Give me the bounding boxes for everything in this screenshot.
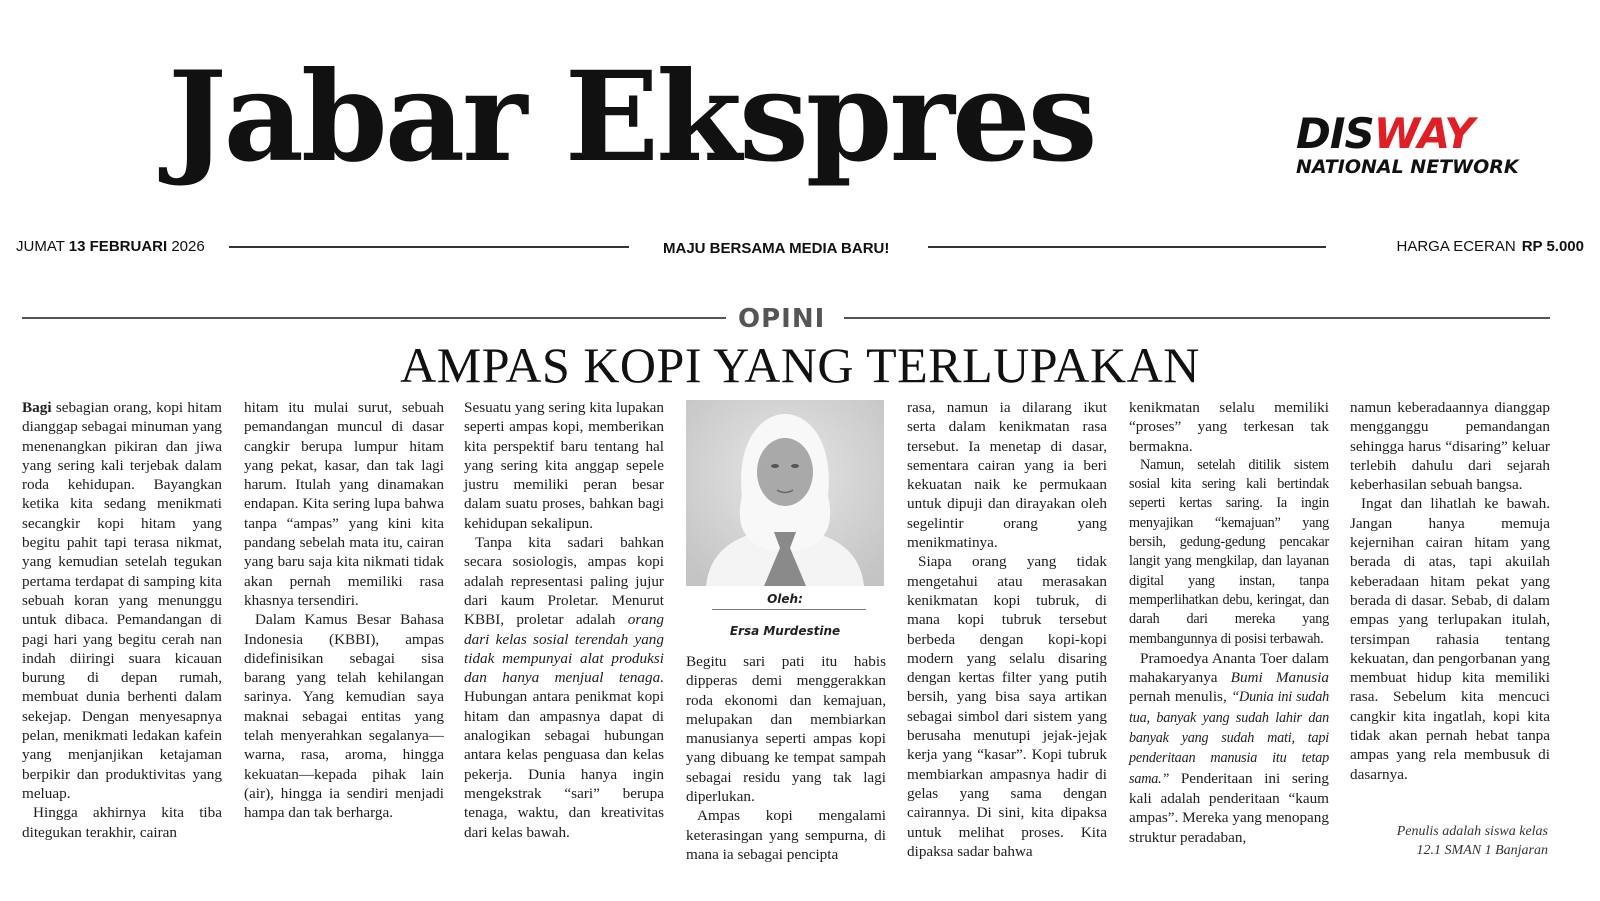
slogan: MAJU BERSAMA MEDIA BARU! [663,240,890,257]
paragraph: Namun, setelah ditilik sistem sosial kita sering kali bertindak seperti kertas saring. Ia ingin menyajikan “kemajuan” yang bersih, gedung-gedung pencakar langit yang mengkilap, dan layanan digital yang instan, tanpa memperlihatkan debu, keringat, dan darah dari mereka yang membangunnya di posisi terbawah. [1129,456,1329,647]
paragraph [22,398,222,803]
section-label: OPINI [738,304,826,334]
disway-logo [1296,109,1536,178]
kbbi-definition: orang dari kelas sosial terendah yang tidak mempunyai alat produksi dan hanya menjual tenaga. [464,611,665,687]
paragraph [1129,649,1329,847]
article-column-4 [686,652,886,864]
price-label: HARGA ECERAN [1396,238,1516,255]
book-title: Bumi Manusia [1230,669,1330,687]
article-column-3 [464,398,664,842]
paragraph: hitam itu mulai surut, sebuah pemandangan muncul di dasar cangkir berupa lumpur hitam yang pekat, kasar, dan tak lagi harum. Itulah yang dinamakan endapan. Kita sering lupa bahwa tanpa “ampas” yang kini kita pandang sebelah mata itu, cairan yang baru saja kita nikmati tidak akan pernah memiliki rasa khasnya tersendiri. [244,399,444,609]
author-portrait-image [686,400,884,586]
paragraph: Hingga akhirnya kita tiba ditegukan terakhir, cairan [22,804,222,841]
byline-prefix: Oleh: [767,592,803,606]
paragraph-text: Hubungan antara penikmat kopi hitam dan ampasnya dapat di analogikan sebagai hubungan antara kelas penguasa dan kelas pekerja. Dunia hanya ingin mengekstrak “sari” berupa tenaga, waktu, dan kreativitas dari kelas bawah. [464,688,664,841]
byline-rule [712,609,866,610]
author-note [1397,822,1548,860]
retail-price [1397,238,1584,255]
paragraph-text: Tanpa kita sadari bahkan secara sosiologis, ampas kopi adalah representasi paling jujur dari kaum Proletar. Menurut KBBI, proletar adalah [464,534,664,629]
article-column-5 [907,398,1107,861]
issue-year: 2026 [171,238,205,255]
paragraph: Ingat dan lihatlah ke bawah. Jangan hanya memuja kejernihan cairan hitam yang berada di atas, tapi akuilah keberadaan hitam pekat yang berada di dasar. Sebab, di dalam empas yang terlupakan itulah, tersimpan rahasia tentang kekuatan, dan pengorbanan yang membuat hidup kita memiliki rasa. Sebelum kita mencuci cangkir kita ingatlah, kopi kita tidak akan pernah hebat tanpa ampas yang rela membusuk di dasarnya. [1350,495,1550,783]
paragraph: Begitu sari pati itu habis dipperas demi menggerakkan roda ekonomi dan kemajuan, melupakan dan membiarkan manusianya seperti ampas kopi yang dibuang ke tempat sampah sebagai residu yang tak lagi diperlukan. [686,653,886,806]
disway-network-label: NATIONAL NETWORK [1296,156,1519,178]
disway-way: WAY [1373,109,1474,158]
article-column-2 [244,398,444,823]
price-value: RP 5.000 [1521,238,1584,255]
article-column-6 [1129,398,1329,847]
paragraph-text: Penderitaan ini sering kali adalah penderitaan “kaum ampas”. Mereka yang menopang struktur peradaban, [1129,769,1329,846]
article-headline: AMPAS KOPI YANG TERLUPAKAN [400,337,1200,393]
paragraph-text: sebagian orang, kopi hitam dianggap sebagai minuman yang menenangkan pikiran dan jiwa yang sering kali terjebak dalam roda kehidupan. Bayangkan ketika kita sedang menikmati secangkir kopi hitam yang begitu pahit tapi terasa nikmat, yang kemudian setelah tegukan pertama terdapat di samping kita sebuah koran yang menunggu untuk dibaca. Pemandangan di pagi hari yang begitu cerah nan indah diiringi suara kicauan burung di depan rumah, membuat dunia berhenti dalam sekejap. Dengan menyesapnya pelan, menikmati ledakan kafein yang menjanjikan ketajaman berpikir dan produktivitas yang meluap. [22,399,222,802]
paragraph [464,533,664,842]
author-note-line: Penulis adalah siswa kelas [1396,824,1548,839]
disway-wordmark [1296,109,1536,158]
dateline-rule-right [928,246,1326,248]
author-photo [686,400,884,586]
paragraph: Sesuatu yang sering kita lupakan seperti ampas kopi, memberikan kita perspektif baru tentang hal yang sering kita anggap sepele justru memiliki peran besar dalam suatu proses, bahkan bagi kehidupan sekalipun. [464,399,664,532]
paragraph-text: pernah menulis, [1129,688,1227,706]
issue-date [16,238,205,255]
article-column-7 [1350,398,1550,784]
lead-word: Bagi [22,399,52,416]
author-note-line: 12.1 SMAN 1 Banjaran [1416,843,1548,858]
dateline [16,238,1584,260]
issue-day: JUMAT [16,238,65,255]
paragraph: namun keberadaannya dianggap mengganggu pemandangan sehingga harus “disaring” keluar terlebih dahulu dari sejarah keberhasilan sebuah bangsa. [1350,399,1550,494]
article-column-1 [22,398,222,842]
section-rule-left [22,317,726,319]
paragraph: Dalam Kamus Besar Bahasa Indonesia (KBBI), ampas didefinisikan sebagai sisa barang yang telah kehilangan sarinya. Yang kemudian saya maknai sebagai entitas yang telah menyerahkan segalanya—warna, rasa, aroma, hingga kekuatan—kepada pihak lain (air), hingga ia sendiri menjadi hampa dan tak berharga. [244,611,444,822]
paragraph-text: Pramoedya Ananta Toer dalam mahakaryanya [1129,649,1329,687]
section-rule-right [844,317,1550,319]
issue-day-month: 13 FEBRUARI [68,238,168,255]
author-name: Ersa Murdestine [729,624,841,638]
paragraph: kenikmatan selalu memiliki “proses” yang terkesan tak bermakna. [1129,399,1329,455]
paragraph: Ampas kopi mengalami keterasingan yang sempurna, di mana ia sebagai pencipta [686,807,886,863]
newspaper-masthead: Jabar Ekspres [168,45,1095,190]
dateline-rule-left [229,246,629,248]
pramoedya-quote: “Dunia ini sudah tua, banyak yang sudah lahir dan banyak yang sudah mati, tapi penderitaan manusia itu tetap sama.” [1129,689,1329,787]
disway-dis: DIS [1296,109,1374,158]
paragraph: rasa, namun ia dilarang ikut serta dalam kenikmatan rasa tersebut. Ia menetap di dasar, sementara cairan yang ia beri kekuatan naik ke permukaan untuk dipuji dan dirayakan oleh segelintir orang yang menikmatinya. [907,399,1107,552]
paragraph: Siapa orang yang tidak mengetahui atau merasakan kenikmatan kopi tubruk, di mana kopi tubruk tersebut berbeda dengan kopi-kopi modern yang selalu disaring dengan kertas filter yang putih bersih, yang bisa saya artikan sebagai simbol dari sistem yang berusaha menutupi jejak-jejak kerja yang “kasar”. Kopi tubruk membiarkan ampasnya hadir di gelas yang sama dengan cairannya. Di sini, kita dipaksa untuk melihat proses. Kita dipaksa sadar bahwa [907,553,1107,860]
